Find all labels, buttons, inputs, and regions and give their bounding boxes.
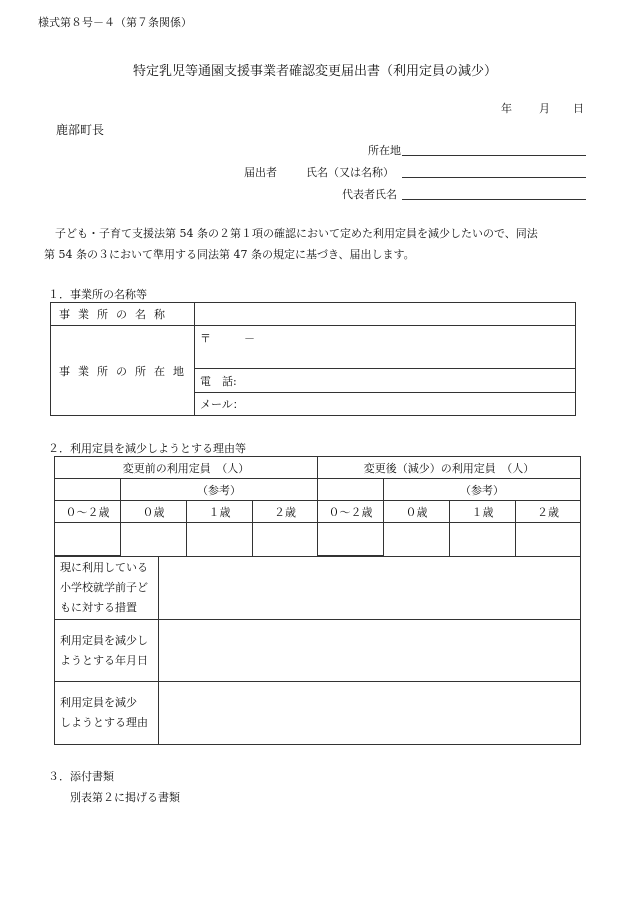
form-number: 様式第８号－４（第７条関係）: [38, 16, 192, 29]
value-after-2[interactable]: [516, 523, 581, 557]
reference-header-before: （参考）: [121, 479, 318, 501]
email-field[interactable]: [195, 393, 576, 416]
addressee: 鹿部町長: [56, 123, 105, 137]
postal-code-field[interactable]: [195, 326, 576, 369]
measures-label-line: 現に利用している: [60, 561, 148, 574]
representative-line[interactable]: [402, 199, 586, 200]
reduction-reason-field[interactable]: [159, 682, 581, 745]
attachment-item: 別表第２に掲げる書類: [70, 791, 180, 804]
measures-label-line: もに対する措置: [60, 601, 137, 614]
value-before-0-2[interactable]: [55, 523, 121, 557]
col-after-0: ０歳: [384, 501, 450, 523]
reduction-date-label: [55, 620, 159, 682]
capacity-before-header: 変更前の利用定員 （人）: [55, 457, 318, 479]
col-before-0-2: ０～２歳: [55, 501, 121, 523]
date-day: 日: [573, 102, 584, 115]
col-before-2: ２歳: [253, 501, 318, 523]
section2-heading: ２．利用定員を減少しようとする理由等: [48, 442, 246, 455]
facility-table: [50, 302, 576, 416]
facility-name-field[interactable]: [195, 303, 576, 326]
capacity-after-header: 変更後（減少）の利用定員 （人）: [318, 457, 581, 479]
reason-table: [54, 556, 581, 745]
col-before-0: ０歳: [121, 501, 187, 523]
date-year: 年: [501, 102, 512, 115]
phone-field[interactable]: [195, 369, 576, 393]
value-before-0[interactable]: [121, 523, 187, 557]
section1-heading: １．事業所の名称等: [48, 288, 147, 301]
col-after-1: １歳: [450, 501, 516, 523]
name-line[interactable]: [402, 177, 586, 178]
facility-location-label: 事業所の所在地: [51, 326, 195, 416]
section3-heading: ３．添付書類: [48, 770, 114, 783]
col-after-0-2: ０～２歳: [318, 501, 384, 523]
measures-field[interactable]: [159, 557, 581, 620]
reduction-date-label-line: 利用定員を減少し: [60, 633, 148, 647]
reduction-reason-label-line: 利用定員を減少: [60, 696, 137, 709]
phone-label: 電 話:: [200, 374, 237, 388]
facility-name-label: 事業所の名称: [51, 303, 195, 326]
address-label: 所在地: [368, 144, 401, 157]
date-month: 月: [539, 102, 550, 115]
measures-label-line: 小学校就学前子ど: [60, 581, 148, 594]
name-label: 氏名（又は名称）: [306, 166, 394, 179]
col-after-2: ２歳: [516, 501, 581, 523]
col-before-1: １歳: [187, 501, 253, 523]
email-label: メール：: [200, 398, 244, 411]
reduction-date-field[interactable]: [159, 620, 581, 682]
notifier-role-label: 届出者: [244, 166, 277, 179]
reduction-reason-label-line: しようとする理由: [60, 716, 148, 729]
document-title: 特定乳児等通園支援事業者確認変更届出書（利用定員の減少）: [132, 64, 497, 79]
value-after-0[interactable]: [384, 523, 450, 557]
reduction-reason-label: [55, 682, 159, 745]
address-line[interactable]: [402, 155, 586, 156]
reference-header-after: （参考）: [384, 479, 581, 501]
value-before-1[interactable]: [187, 523, 253, 557]
postal-mark: 〒 －: [200, 332, 255, 345]
value-after-0-2[interactable]: [318, 523, 384, 557]
value-after-1[interactable]: [450, 523, 516, 557]
capacity-values-table: [54, 500, 581, 557]
measures-label: [55, 557, 159, 620]
reduction-date-label-line: ようとする年月日: [60, 653, 148, 667]
body-text-line-1: 子ども・子育て支援法第 54 条の２第１項の確認において定めた利用定員を減少したいので、同法: [44, 227, 538, 240]
body-text-line-2: 第 54 条の３において準用する同法第 47 条の規定に基づき、届出します。: [44, 248, 415, 261]
value-before-2[interactable]: [253, 523, 318, 557]
representative-label: 代表者氏名: [342, 188, 397, 201]
